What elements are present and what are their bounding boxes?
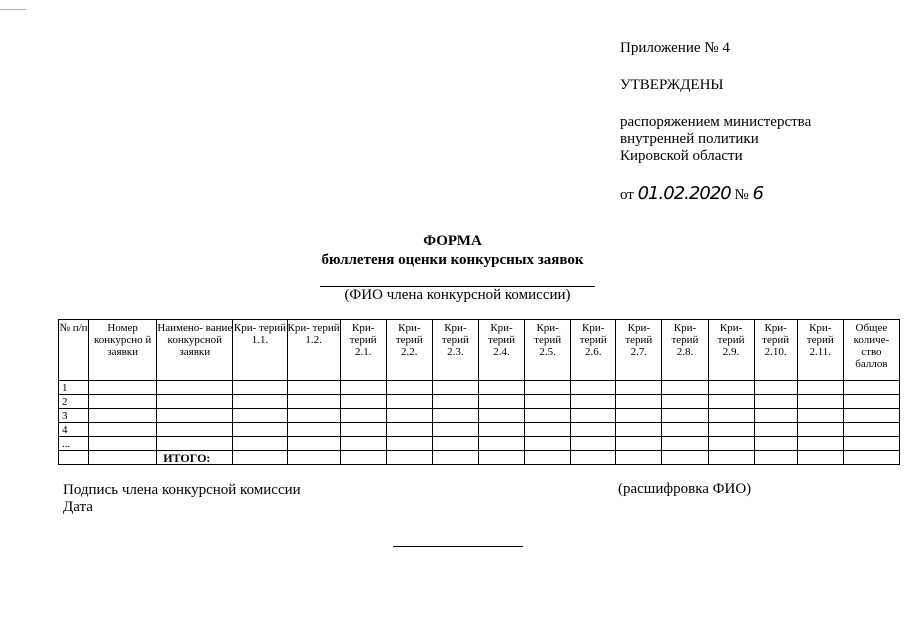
table-cell <box>432 423 478 437</box>
table-cell <box>287 451 340 465</box>
table-cell <box>843 423 899 437</box>
table-cell <box>708 381 754 395</box>
table-cell <box>708 451 754 465</box>
header-cell: Общее количе- ство баллов <box>843 320 899 381</box>
header-cell: Номер конкурсно й заявки <box>89 320 157 381</box>
table-cell <box>157 395 233 409</box>
table-cell <box>233 437 287 451</box>
table-cell <box>662 423 708 437</box>
name-decode-label: (расшифровка ФИО) <box>618 481 752 497</box>
table-cell <box>616 381 662 395</box>
table-cell <box>157 409 233 423</box>
handwritten-number: 6 <box>752 183 763 204</box>
table-cell <box>843 451 899 465</box>
table-cell <box>340 381 386 395</box>
table-cell <box>287 381 340 395</box>
table-cell <box>386 381 432 395</box>
date-label: Дата <box>63 499 93 515</box>
table-cell <box>89 437 157 451</box>
table-row <box>59 395 900 409</box>
table-row <box>59 437 900 451</box>
table-cell <box>662 451 708 465</box>
table-cell <box>233 409 287 423</box>
table-cell <box>432 395 478 409</box>
table-header-row <box>59 320 900 381</box>
table-cell: 1 <box>59 381 89 395</box>
table-cell <box>571 409 616 423</box>
table-cell <box>386 423 432 437</box>
table-cell <box>708 423 754 437</box>
table-cell: 3 <box>59 409 89 423</box>
table-cell <box>797 437 843 451</box>
table-cell <box>754 437 797 451</box>
table-row <box>59 381 900 395</box>
scan-artifact-line <box>0 9 26 10</box>
table-cell <box>233 423 287 437</box>
table-cell <box>662 395 708 409</box>
header-cell: Кри- терий 2.6. <box>571 320 616 381</box>
table-cell <box>233 381 287 395</box>
table-cell <box>287 395 340 409</box>
table-row <box>59 423 900 437</box>
table-cell <box>386 409 432 423</box>
header-cell: Кри- терий 2.8. <box>662 320 708 381</box>
table-cell <box>754 423 797 437</box>
table-cell <box>478 381 524 395</box>
table-cell <box>478 451 524 465</box>
table-cell <box>432 409 478 423</box>
table-cell <box>754 381 797 395</box>
table-cell <box>89 395 157 409</box>
table-cell <box>525 409 571 423</box>
table-cell <box>478 437 524 451</box>
table-cell <box>233 395 287 409</box>
header-cell: Кри- терий 2.1. <box>340 320 386 381</box>
table-cell <box>843 381 899 395</box>
header-cell: Кри- терий 2.2. <box>386 320 432 381</box>
table-cell <box>571 423 616 437</box>
table-cell <box>754 409 797 423</box>
date-prefix: от <box>620 187 634 203</box>
table-cell <box>287 409 340 423</box>
table-cell <box>432 437 478 451</box>
table-cell <box>525 381 571 395</box>
header-cell: Кри- терий 2.7. <box>616 320 662 381</box>
form-title: ФОРМА <box>423 233 482 249</box>
table-cell <box>797 381 843 395</box>
header-cell: Кри- терий 2.10. <box>754 320 797 381</box>
header-cell: Кри- терий 2.5. <box>525 320 571 381</box>
table-cell <box>843 395 899 409</box>
table-cell <box>797 451 843 465</box>
approved-heading: УТВЕРЖДЕНЫ <box>620 77 724 93</box>
table-cell <box>386 437 432 451</box>
table-cell <box>89 409 157 423</box>
form-subtitle: бюллетеня оценки конкурсных заявок <box>321 252 584 268</box>
table-cell: ... <box>59 437 89 451</box>
header-cell: Наимено- вание конкурсной заявки <box>157 320 233 381</box>
table-cell <box>708 437 754 451</box>
table-cell <box>662 381 708 395</box>
table-cell <box>571 451 616 465</box>
table-cell <box>571 437 616 451</box>
annex-number: Приложение № 4 <box>620 40 730 56</box>
approval-block <box>620 40 811 204</box>
table-cell <box>157 381 233 395</box>
table-cell <box>233 451 287 465</box>
table-cell <box>843 409 899 423</box>
table-cell <box>478 409 524 423</box>
header-cell: Кри- терий 1.2. <box>287 320 340 381</box>
order-line: внутренней политики <box>620 131 759 147</box>
table-row <box>59 409 900 423</box>
table-cell <box>797 423 843 437</box>
table-cell <box>478 395 524 409</box>
signature-line <box>393 546 523 547</box>
table-cell <box>478 423 524 437</box>
table-cell <box>708 409 754 423</box>
table-cell <box>432 381 478 395</box>
table-cell <box>754 451 797 465</box>
table-cell <box>616 437 662 451</box>
total-row <box>59 451 900 465</box>
table-cell <box>797 395 843 409</box>
header-cell: Кри- терий 2.3. <box>432 320 478 381</box>
table-cell <box>157 423 233 437</box>
table-cell <box>708 395 754 409</box>
order-text <box>620 114 811 165</box>
table-cell <box>287 423 340 437</box>
table-cell <box>89 381 157 395</box>
table-cell <box>386 395 432 409</box>
table-cell <box>525 395 571 409</box>
table-cell <box>662 409 708 423</box>
fio-caption: (ФИО члена конкурсной комиссии) <box>344 287 571 303</box>
table-cell <box>340 423 386 437</box>
table-cell <box>616 423 662 437</box>
table-cell <box>340 409 386 423</box>
order-line: Кировской области <box>620 148 743 164</box>
table-cell <box>616 409 662 423</box>
table-cell <box>386 451 432 465</box>
table-cell <box>89 423 157 437</box>
table-cell <box>340 437 386 451</box>
header-cell: Кри- терий 2.11. <box>797 320 843 381</box>
table-cell <box>525 451 571 465</box>
table-cell <box>616 395 662 409</box>
table-cell <box>157 437 233 451</box>
header-cell: Кри- терий 2.4. <box>478 320 524 381</box>
order-line: распоряжением министерства <box>620 114 812 130</box>
table-cell <box>754 395 797 409</box>
table-cell <box>525 437 571 451</box>
header-cell: Кри- терий 2.9. <box>708 320 754 381</box>
table-cell <box>340 395 386 409</box>
table-cell <box>89 451 157 465</box>
table-cell: ИТОГО: <box>157 451 233 465</box>
table-cell <box>432 451 478 465</box>
table-cell <box>571 395 616 409</box>
table-cell <box>59 451 89 465</box>
table-cell <box>525 423 571 437</box>
table-cell <box>571 381 616 395</box>
table-cell <box>287 437 340 451</box>
table-cell <box>843 437 899 451</box>
header-cell: № п/п <box>59 320 89 381</box>
header-cell: Кри- терий 1.1. <box>233 320 287 381</box>
handwritten-date: 01.02.2020 <box>637 183 731 204</box>
table-cell: 2 <box>59 395 89 409</box>
member-signature-label: Подпись члена конкурсной комиссии <box>63 482 301 498</box>
table-cell <box>662 437 708 451</box>
table-cell <box>797 409 843 423</box>
table-cell: 4 <box>59 423 89 437</box>
table-cell <box>340 451 386 465</box>
number-prefix: № <box>734 187 749 203</box>
table-cell <box>616 451 662 465</box>
order-date-line <box>620 185 811 204</box>
evaluation-table <box>58 319 900 465</box>
